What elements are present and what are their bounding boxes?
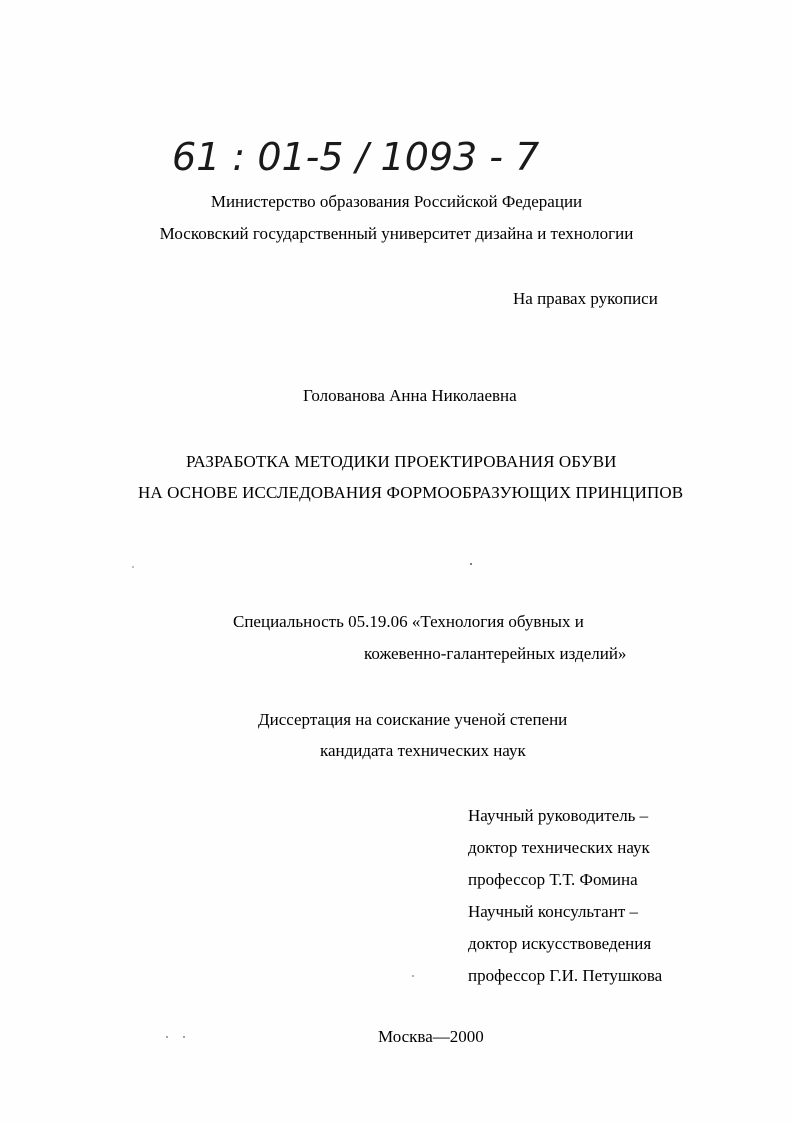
scan-speck [412,975,414,977]
specialty-line-2: кожевенно-галантерейных изделий» [364,644,627,663]
supervisor-name: профессор Т.Т. Фомина [468,870,638,889]
manuscript-rights-label: На правах рукописи [513,289,658,308]
archive-code-text: 61 : 01-5 / 1093 - 7 [172,135,540,179]
supervisor-degree: доктор технических наук [468,838,650,857]
thesis-title-line-1: РАЗРАБОТКА МЕТОДИКИ ПРОЕКТИРОВАНИЯ ОБУВИ [186,452,617,471]
scan-speck [183,1036,185,1038]
archive-code-drawing [168,118,548,198]
consultant-name: профессор Г.И. Петушкова [468,966,663,985]
thesis-title-line-2: НА ОСНОВЕ ИССЛЕДОВАНИЯ ФОРМООБРАЗУЮЩИХ ПРИНЦИПОВ [138,483,684,502]
degree-line-1: Диссертация на соискание ученой степени [258,710,568,729]
specialty-line-1: Специальность 05.19.06 «Технология обувных и [233,612,584,631]
ministry-line: Министерство образования Российской Федерации [210,192,583,211]
scan-speck [470,563,472,565]
scan-speck [166,1036,168,1038]
consultant-role: Научный консультант – [468,902,638,921]
supervisor-role: Научный руководитель – [468,806,649,825]
degree-line-2: кандидата технических наук [320,741,526,760]
author-name: Голованова Анна Николаевна [303,386,517,405]
university-line: Московский государственный университет дизайна и технологии [159,224,634,243]
scan-speck [132,566,134,568]
city-year: Москва—2000 [378,1027,484,1046]
consultant-degree: доктор искусствоведения [468,934,652,953]
handwritten-archive-code [168,118,548,198]
